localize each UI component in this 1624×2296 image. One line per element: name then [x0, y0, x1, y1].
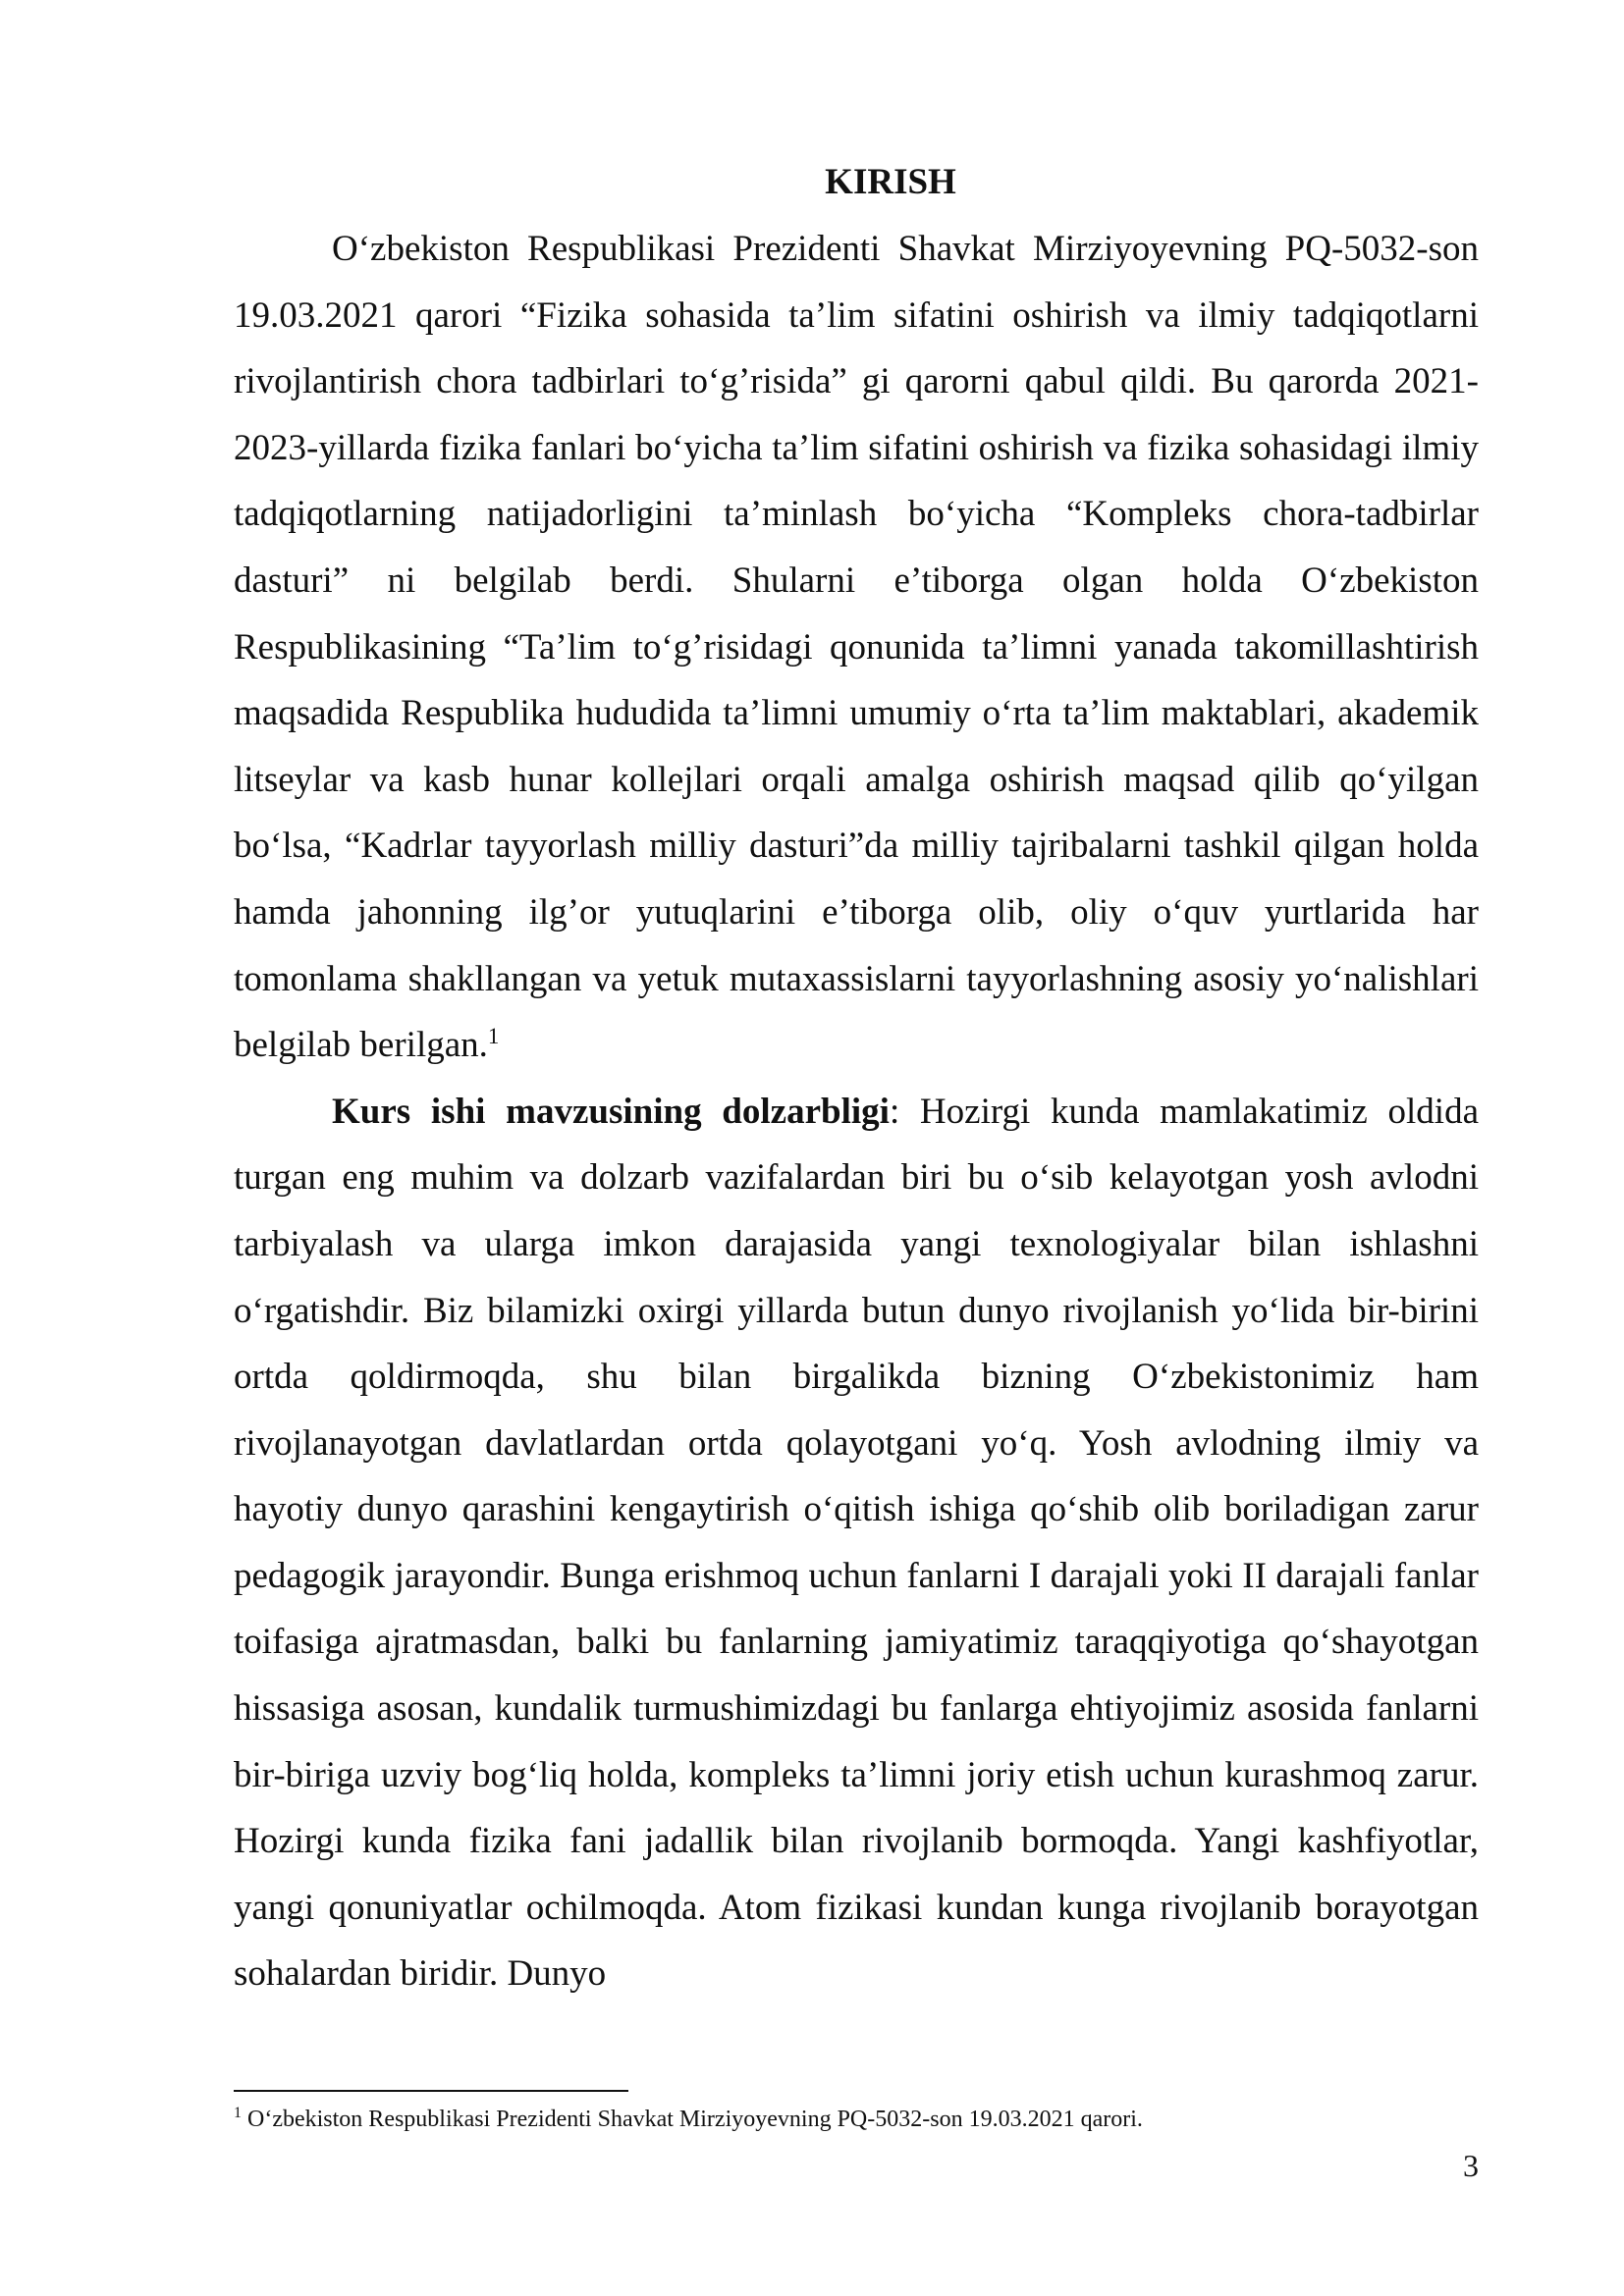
relevance-heading: Kurs ishi mavzusining dolzarbligi — [332, 1091, 890, 1132]
footnote-divider — [234, 2090, 628, 2092]
intro-paragraph — [234, 216, 1479, 1079]
relevance-paragraph-text: : Hozirgi kunda mamlakatimiz oldida turgan eng muhim va dolzarb vazifalardan biri bu o‘sib kelayotgan yosh avlodni tarbiyalash va ularga imkon darajasida yangi texnologiyalar bilan ishlashni o‘rgatishdir. Biz bilamizki oxirgi yillarda butun dunyo rivojlanish yo‘lida bir-birini ortda qoldirmoqda, shu bilan birgalikda bizning O‘zbekistonimiz ham rivojlanayotgan davlatlardan ortda qolayotgani yo‘q. Yosh avlodning ilmiy va hayotiy dunyo qarashini kengaytirish o‘qitish ishiga qo‘shib olib boriladigan zarur pedagogik jarayondir. Bunga erishmoq uchun fanlarni I darajali yoki II darajali fanlar toifasiga ajratmasdan, balki bu fanlarning jamiyatimiz taraqqiyotiga qo‘shayotgan hissasiga asosan, kundalik turmushimizdagi bu fanlarga ehtiyojimiz asosida fanlarni bir-biriga uzviy bog‘liq holda, kompleks ta’limni joriy etish uchun kurashmoq zarur. Hozirgi kunda fizika fani jadallik bilan rivojlanib bormoqda. Yangi kashfiyotlar, yangi qonuniyatlar ochilmoqda. Atom fizikasi kundan kunga rivojlanib borayotgan sohalardan biridir. Dunyo — [234, 1091, 1479, 1995]
footnote-marker: 1 — [234, 2105, 242, 2121]
footnote — [234, 2104, 1479, 2135]
page-number: 3 — [1463, 2148, 1479, 2183]
footnote-reference[interactable]: 1 — [487, 1024, 500, 1049]
page-title: KIRISH — [825, 162, 956, 202]
relevance-paragraph — [234, 1079, 1479, 2007]
page-body — [234, 149, 1479, 2007]
intro-paragraph-text: O‘zbekiston Respublikasi Prezidenti Shavkat Mirziyoyevning PQ-5032-son 19.03.2021 qarori “Fizika sohasida ta’lim sifatini oshirish va ilmiy tadqiqotlarni rivojlantirish chora tadbirlari to‘g’risida” gi qarorni qabul qildi. Bu qarorda 2021-2023-yillarda fizika fanlari bo‘yicha ta’lim sifatini oshirish va fizika sohasidagi ilmiy tadqiqotlarning natijadorligini ta’minlash bo‘yicha “Kompleks chora-tadbirlar dasturi” ni belgilab berdi. Shularni e’tiborga olgan holda O‘zbekiston Respublikasining “Ta’lim to‘g’risidagi qonunida ta’limni yanada takomillashtirish maqsadida Respublika hududida ta’limni umumiy o‘rta ta’lim maktablari, akademik litseylar va kasb hunar kollejlari orqali amalga oshirish maqsad qilib qo‘yilgan bo‘lsa, “Kadrlar tayyorlash milliy dasturi”da milliy tajribalarni tashkil qilgan holda hamda jahonning ilg’or yutuqlarini e’tiborga olib, oliy o‘quv yurtlarida har tomonlama shakllangan va yetuk mutaxassislarni tayyorlashning asosiy yo‘nalishlari belgilab berilgan. — [234, 229, 1479, 1066]
footnote-text: O‘zbekiston Respublikasi Prezidenti Shavkat Mirziyoyevning PQ-5032-son 19.03.2021 qarori. — [242, 2107, 1143, 2132]
